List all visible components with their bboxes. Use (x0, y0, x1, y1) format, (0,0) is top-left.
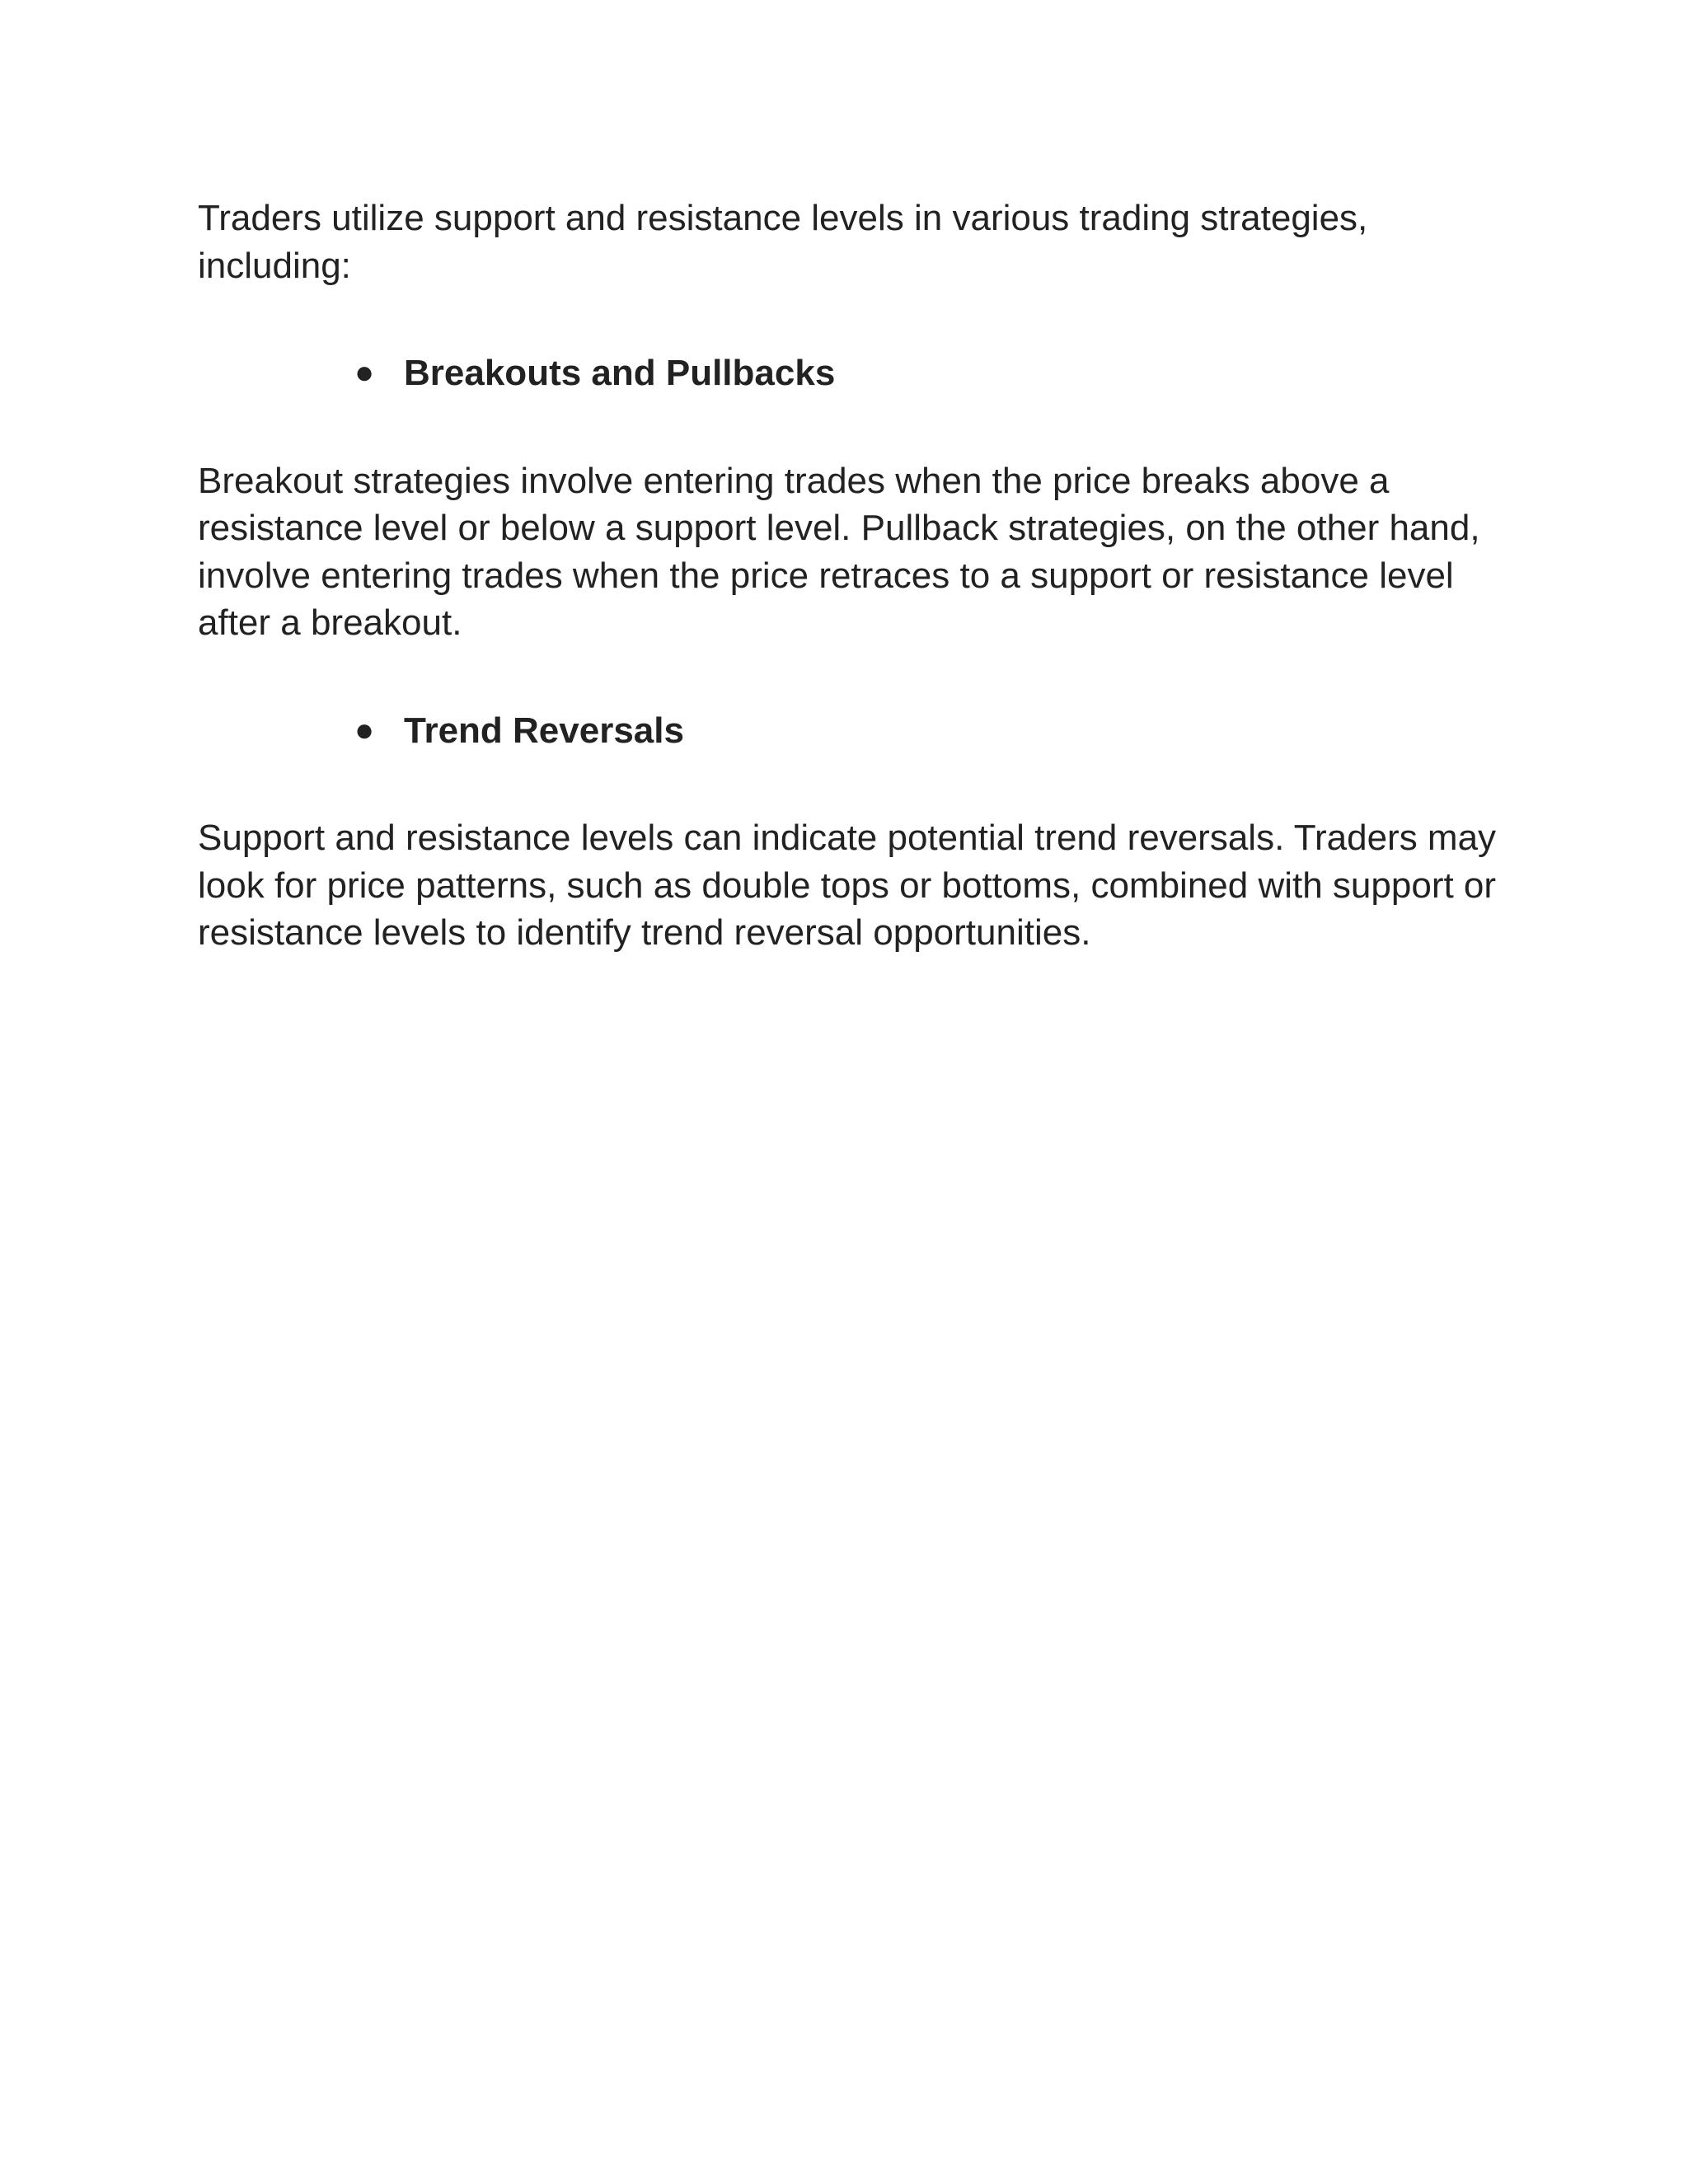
intro-paragraph: Traders utilize support and resistance levels in various trading strategies, including: (198, 198, 1368, 286)
bullet-heading-breakouts (198, 349, 1517, 397)
document-content (198, 194, 1517, 957)
section-heading: Breakouts and Pullbacks (404, 353, 836, 393)
trend-reversals-paragraph: Support and resistance levels can indicate potential trend reversals. Traders may look for price patterns, such as double tops or bottoms, combined with support or resistance levels to identify trend reversal opportunities. (198, 818, 1497, 953)
bullet-heading-trend-reversals (198, 707, 1517, 755)
section-heading: Trend Reversals (404, 710, 684, 751)
breakouts-paragraph: Breakout strategies involve entering trades when the price breaks above a resistance level or below a support level. Pullback strategies, on the other hand, involve entering trades when the price retraces to a support or resistance level after a breakout. (198, 460, 1480, 643)
bullet-icon: ● (354, 711, 375, 748)
bullet-icon: ● (354, 354, 375, 391)
